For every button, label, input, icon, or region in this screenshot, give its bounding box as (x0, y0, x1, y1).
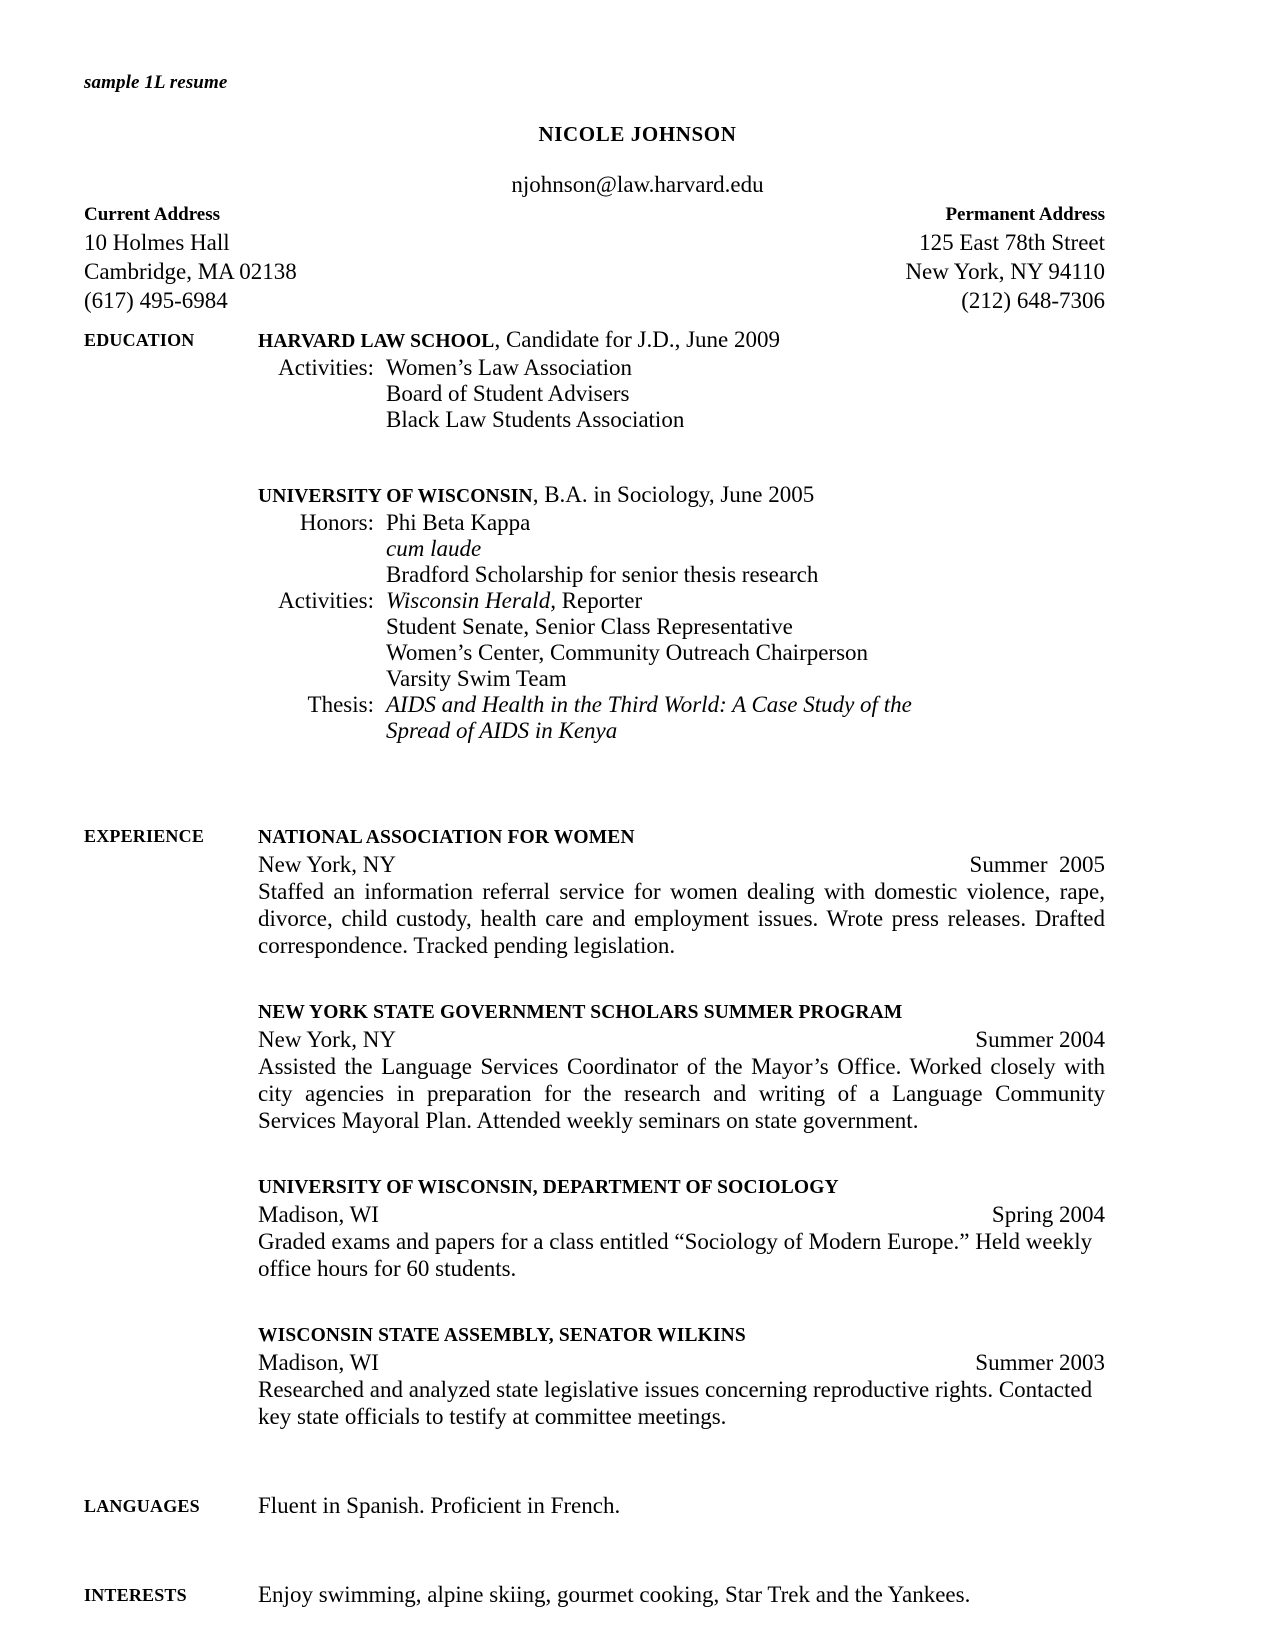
current-address-heading: Current Address (84, 204, 221, 225)
wisconsin-activities-row-2 (258, 614, 1105, 640)
wisconsin-title (258, 481, 1105, 510)
section-experience (84, 822, 1105, 1430)
experience-entry (258, 822, 1105, 959)
wisconsin-activity-2: Student Senate, Senior Class Representative (386, 614, 793, 639)
harvard-activities-row-3 (258, 407, 1105, 433)
experience-entry (258, 1172, 1105, 1282)
wisconsin-honors-spacer-2 (258, 536, 386, 562)
wisconsin-honors-label: Honors: (299, 510, 374, 535)
harvard-org: HARVARD LAW SCHOOL (258, 331, 495, 352)
experience-body (258, 822, 1105, 1430)
current-address-city: Cambridge, MA 02138 (84, 259, 297, 284)
wisconsin-org: UNIVERSITY OF WISCONSIN (258, 486, 533, 507)
wisconsin-thesis-spacer-2 (258, 718, 386, 744)
wisconsin-thesis-line-1: AIDS and Health in the Third World: A Case Study of the (386, 692, 912, 717)
wisconsin-thesis-row-1 (258, 692, 1105, 718)
wisconsin-activity-4: Varsity Swim Team (386, 666, 567, 691)
document-note: sample 1L resume (84, 72, 228, 93)
wisconsin-activities-row-3 (258, 640, 1105, 666)
permanent-address-street: 125 East 78th Street (919, 230, 1105, 255)
wisconsin-honor-2: cum laude (386, 536, 482, 561)
experience-date: Summer 2003 (975, 1350, 1105, 1375)
wisconsin-activity-1 (386, 588, 1105, 614)
experience-description: Researched and analyzed state legislative issues concerning reproductive rights. Contacted key state officials to testify at committee meetings. (258, 1377, 1093, 1429)
interests-body (258, 1581, 1105, 1608)
section-label-education: EDUCATION (84, 330, 195, 350)
harvard-activities-label: Activities: (278, 355, 374, 380)
wisconsin-activity-1-publication: Wisconsin Herald, (386, 588, 556, 613)
wisconsin-honors-row-2 (258, 536, 1105, 562)
experience-org-text: NATIONAL ASSOCIATION FOR WOMEN (258, 827, 635, 848)
section-interests (84, 1581, 1105, 1608)
experience-description: Assisted the Language Services Coordinator of the Mayor’s Office. Worked closely with city agencies in preparation for the research and writing of a Language Community Services Mayoral Plan. Attended weekly seminars on state government. (258, 1054, 1105, 1133)
experience-place-date (258, 1026, 1105, 1053)
wisconsin-honor-1: Phi Beta Kappa (386, 510, 531, 535)
wisconsin-activities-row-1 (258, 588, 1105, 614)
harvard-activities-row-1 (258, 355, 1105, 381)
experience-org (258, 1320, 1105, 1349)
experience-entry (258, 997, 1105, 1134)
section-label-experience: EXPERIENCE (84, 826, 205, 846)
candidate-email: njohnson@law.harvard.edu (511, 172, 764, 197)
experience-place-date (258, 1349, 1105, 1376)
experience-description: Graded exams and papers for a class entitled “Sociology of Modern Europe.” Held weekly office hours for 60 students. (258, 1229, 1093, 1281)
wisconsin-activities-spacer-2 (258, 614, 386, 640)
harvard-activity-1: Women’s Law Association (386, 355, 633, 380)
wisconsin-honors-spacer-3 (258, 562, 386, 588)
experience-place: Madison, WI (258, 1202, 379, 1227)
education-body (258, 326, 1105, 744)
wisconsin-activities-label: Activities: (278, 588, 374, 613)
permanent-address-phone: (212) 648-7306 (961, 288, 1105, 313)
experience-date: Spring 2004 (991, 1202, 1105, 1227)
experience-org-text: WISCONSIN STATE ASSEMBLY, SENATOR WILKINS (258, 1325, 746, 1346)
permanent-address-heading: Permanent Address (945, 204, 1105, 225)
harvard-degree: , Candidate for J.D., June 2009 (494, 327, 780, 352)
experience-date: Summer 2005 (969, 852, 1105, 877)
current-address-phone: (617) 495-6984 (84, 288, 228, 313)
harvard-title (258, 326, 1105, 355)
languages-body (258, 1492, 1105, 1519)
wisconsin-activities-spacer-3 (258, 640, 386, 666)
education-entry-wisconsin (258, 481, 1105, 744)
experience-date: Summer 2004 (975, 1027, 1105, 1052)
wisconsin-activity-1-role: Reporter (555, 588, 643, 613)
permanent-address (905, 202, 1105, 315)
wisconsin-honors-row-3 (258, 562, 1105, 588)
address-block (84, 202, 1105, 315)
harvard-activity-2: Board of Student Advisers (386, 381, 630, 406)
experience-org-text: NEW YORK STATE GOVERNMENT SCHOLARS SUMMER PROGRAM (258, 1002, 903, 1023)
candidate-name: NICOLE JOHNSON (538, 122, 737, 146)
wisconsin-thesis-row-2 (258, 718, 1105, 744)
languages-text: Fluent in Spanish. Proficient in French. (258, 1493, 621, 1518)
section-languages (84, 1492, 1105, 1519)
experience-org (258, 1172, 1105, 1201)
section-education (84, 326, 1105, 744)
wisconsin-honors-row-1 (258, 510, 1105, 536)
permanent-address-city: New York, NY 94110 (905, 259, 1105, 284)
current-address-street: 10 Holmes Hall (84, 230, 230, 255)
experience-org-text: UNIVERSITY OF WISCONSIN, DEPARTMENT OF SOCIOLOGY (258, 1177, 839, 1198)
harvard-activities-spacer-3 (258, 407, 386, 433)
wisconsin-honor-3: Bradford Scholarship for senior thesis research (386, 562, 819, 587)
harvard-activity-3: Black Law Students Association (386, 407, 685, 432)
interests-text: Enjoy swimming, alpine skiing, gourmet cooking, Star Trek and the Yankees. (258, 1582, 971, 1607)
wisconsin-degree: , B.A. in Sociology, June 2005 (532, 482, 815, 507)
wisconsin-activities-row-4 (258, 666, 1105, 692)
experience-place: New York, NY (258, 852, 397, 877)
experience-entry (258, 1320, 1105, 1430)
experience-place-date (258, 1201, 1105, 1228)
wisconsin-activity-3: Women’s Center, Community Outreach Chairperson (386, 640, 869, 665)
experience-org (258, 997, 1105, 1026)
experience-place: New York, NY (258, 1027, 397, 1052)
experience-org (258, 822, 1105, 851)
harvard-activities-spacer-2 (258, 381, 386, 407)
experience-description: Staffed an information referral service for women dealing with domestic violence, rape, divorce, child custody, health care and employment issues. Wrote press releases. Drafted correspondence. Tracked pending legislation. (258, 879, 1105, 958)
resume-body (84, 326, 1105, 1608)
current-address (84, 202, 297, 315)
harvard-activities-row-2 (258, 381, 1105, 407)
section-label-interests: INTERESTS (84, 1585, 187, 1605)
experience-place: Madison, WI (258, 1350, 379, 1375)
experience-place-date (258, 851, 1105, 878)
wisconsin-activities-spacer-4 (258, 666, 386, 692)
education-entry-harvard (258, 326, 1105, 433)
section-label-languages: LANGUAGES (84, 1496, 200, 1516)
wisconsin-thesis-label: Thesis: (307, 692, 374, 717)
wisconsin-thesis-line-2: Spread of AIDS in Kenya (386, 718, 618, 743)
